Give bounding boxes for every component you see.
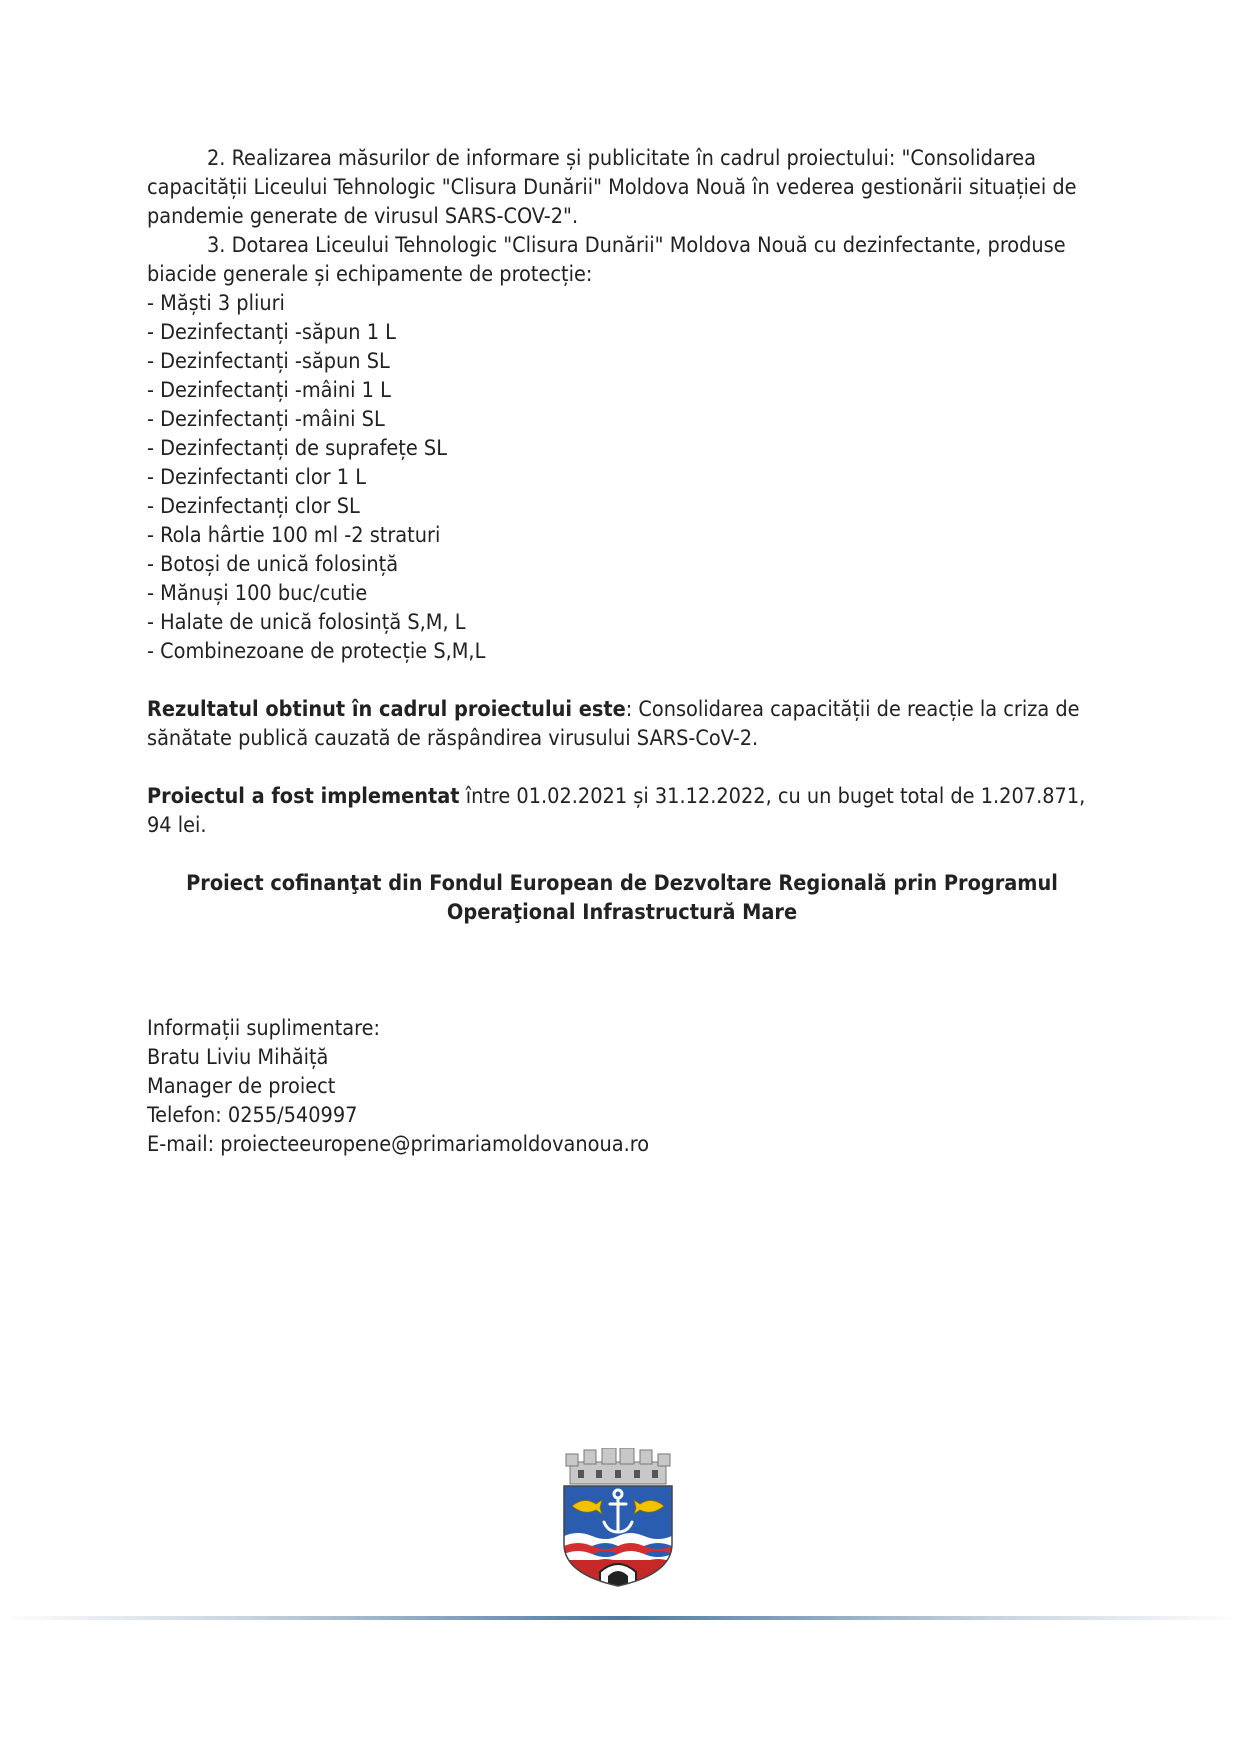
cofinance-statement: Proiect cofinanţat din Fondul European de Dezvoltare Regională prin Programul Operaţional Infrastructură Mare <box>186 871 1058 925</box>
spacer <box>147 753 1097 782</box>
list-item: - Rola hârtie 100 ml -2 straturi <box>147 523 441 548</box>
spacer <box>147 840 1097 869</box>
contact-name: Bratu Liviu Mihăiță <box>147 1045 329 1070</box>
result-paragraph <box>147 695 1097 753</box>
footer-divider <box>0 1616 1241 1620</box>
activity-item-2: 2. Realizarea măsurilor de informare și publicitate în cadrul proiectului: "Consolidarea capacității Liceului Tehnologic "Clisura Dunării" Moldova Nouă în vederea gestionării situației de pandemie generate de virusul SARS-COV-2". <box>147 146 1077 229</box>
document-body <box>147 144 1097 1159</box>
list-item: - Dezinfectanți -mâini SL <box>147 407 385 432</box>
list-item: - Botoși de unică folosință <box>147 552 399 577</box>
spacer <box>147 666 1097 695</box>
result-label: Rezultatul obtinut în cadrul proiectului este <box>147 697 626 722</box>
list-item: - Dezinfectanti clor 1 L <box>147 465 366 490</box>
contact-email: E-mail: proiecteeuropene@primariamoldovanoua.ro <box>147 1132 650 1157</box>
moldova-noua-coat-of-arms-icon <box>556 1448 680 1588</box>
list-item: - Dezinfectanți -săpun SL <box>147 349 390 374</box>
supplies-list <box>147 289 1097 666</box>
activity-item-3: 3. Dotarea Liceului Tehnologic "Clisura Dunării" Moldova Nouă cu dezinfectante, produse biacide generale și echipamente de protecție: <box>147 233 1066 287</box>
list-item: - Dezinfectanți -mâini 1 L <box>147 378 391 403</box>
implementation-text: între 01.02.2021 și 31.12.2022, cu un buget total de 1.207.871, 94 lei. <box>147 784 1086 838</box>
spacer <box>147 927 1097 1014</box>
contact-phone: Telefon: 0255/540997 <box>147 1103 358 1128</box>
list-item: - Mănuși 100 buc/cutie <box>147 581 368 606</box>
list-item: - Măști 3 pliuri <box>147 291 285 316</box>
list-item: - Dezinfectanți clor SL <box>147 494 360 519</box>
contact-role: Manager de proiect <box>147 1074 336 1099</box>
implementation-paragraph <box>147 782 1097 840</box>
list-item: - Dezinfectanți -săpun 1 L <box>147 320 396 345</box>
result-text: : Consolidarea capacității de reacție la criza de sănătate publică cauzată de răspândirea virusului SARS-CoV-2. <box>147 697 1080 751</box>
contact-heading: Informații suplimentare: <box>147 1016 381 1041</box>
list-item: - Halate de unică folosință S,M, L <box>147 610 466 635</box>
list-item: - Combinezoane de protecție S,M,L <box>147 639 486 664</box>
implementation-label: Proiectul a fost implementat <box>147 784 460 809</box>
list-item: - Dezinfectanți de suprafețe SL <box>147 436 447 461</box>
contact-block <box>147 1014 1097 1159</box>
